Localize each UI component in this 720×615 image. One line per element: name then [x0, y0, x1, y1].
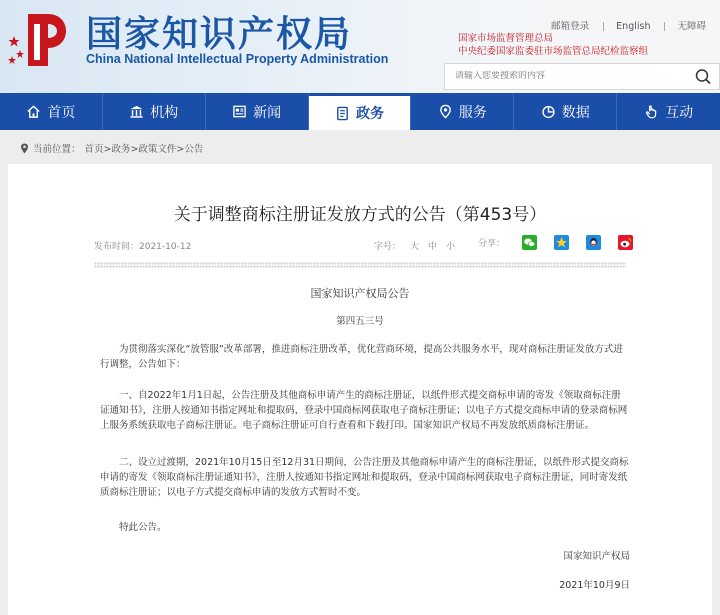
nav-item-news[interactable] [206, 93, 309, 130]
breadcrumb [20, 141, 203, 155]
weibo-icon[interactable] [618, 235, 633, 250]
english-link[interactable]: English [616, 21, 651, 32]
signature: 国家知识产权局 [563, 551, 630, 562]
nav-item-home[interactable] [0, 93, 103, 130]
location-pin-icon [20, 143, 29, 154]
org-line-1[interactable]: 国家市场监督管理总局 [458, 33, 554, 44]
nav-item-interaction[interactable] [617, 93, 720, 130]
share-bar [478, 235, 633, 250]
paragraph-item-2: 二、设立过渡期，2021年10月15日至12月31日期间，公告注册及其他商标申请产生的商标注册证，以纸件形式提交商标申请的寄发《领取商标注册证通知书》，注册人按通知书指定网址和提取码，登录中国商标网获取电子商标注册证，同时寄发纸质商标注册证；以电子方式提交商标申请的发放方式暂时不变。 [100, 457, 629, 498]
issuer-heading: 国家知识产权局公告 [310, 287, 410, 300]
building-icon [129, 104, 144, 119]
top-links [551, 18, 720, 32]
cnipa-logo-icon[interactable] [6, 8, 76, 74]
supervisor-org [458, 32, 648, 58]
nav-item-label: 数据 [561, 104, 590, 121]
pie-chart-icon [541, 104, 556, 119]
nav-item-data[interactable] [514, 93, 617, 130]
nav-item-service[interactable] [411, 93, 514, 130]
breadcrumb-path[interactable]: 首页>政务>政策文件>公告 [84, 144, 204, 155]
paragraph-item-1: 一、自2022年1月1日起，公告注册及其他商标申请产生的商标注册证，以纸件形式提交商标申请的寄发《领取商标注册证通知书》，注册人按通知书指定网址和提取码，登录中国商标网获取电子商标注册证；以电子方式提交商标申请的登录商标网上服务系统获取电子商标注册证。电子商标注册证可自行查看和下载打印。国家知识产权局不再发放纸质商标注册证。 [100, 390, 628, 431]
nav-item-label: 新闻 [253, 104, 282, 121]
nav-item-label: 首页 [47, 104, 76, 121]
site-header [0, 0, 720, 93]
publish-time: 发布时间：2021-10-12 [94, 242, 192, 252]
article-title: 关于调整商标注册证发放方式的公告（第453号） [173, 205, 547, 225]
search-input[interactable] [455, 71, 675, 81]
search-icon [687, 64, 719, 89]
divider [664, 22, 665, 31]
site-title-en[interactable]: China National Intellectual Property Administration [86, 52, 389, 66]
mail-login-link[interactable]: 邮箱登录 [551, 21, 590, 32]
font-size-control [374, 239, 464, 252]
nav-item-label: 政务 [356, 106, 384, 122]
document-icon [335, 106, 350, 121]
divider [603, 22, 604, 31]
hand-icon [644, 104, 659, 119]
qzone-star-icon[interactable] [554, 235, 569, 250]
accessibility-link[interactable]: 无障碍 [677, 21, 706, 32]
news-icon [232, 104, 247, 119]
nav-item-label: 机构 [150, 104, 179, 121]
announcement-number: 第四五三号 [336, 316, 384, 327]
sign-date: 2021年10月9日 [559, 580, 630, 591]
paragraph-closing: 特此公告。 [119, 522, 167, 533]
nav-item-institution[interactable] [103, 93, 206, 130]
main-nav [0, 93, 720, 130]
share-label: 分享： [478, 239, 506, 249]
font-size-label: 字号： [374, 242, 402, 252]
site-title-cn[interactable]: 国家知识产权局 [86, 13, 353, 55]
divider-dotted [94, 262, 626, 268]
article-panel [8, 164, 712, 615]
paragraph-intro: 为贯彻落实深化“放管服”改革部署，推进商标注册改革，优化营商环境，提高公共服务水平，现对商标注册证发放方式进行调整，公告如下： [100, 344, 623, 370]
font-size-medium[interactable]: 中 [428, 242, 438, 252]
breadcrumb-prefix: 当前位置： [33, 144, 81, 155]
wechat-icon[interactable] [522, 235, 537, 250]
nav-item-government-affairs[interactable] [309, 93, 412, 130]
org-line-2[interactable]: 中央纪委国家监委驻市场监管总局纪检监察组 [458, 46, 649, 57]
font-size-large[interactable]: 大 [410, 242, 420, 252]
home-icon [26, 104, 41, 119]
nav-item-label: 服务 [458, 104, 487, 121]
search-box [444, 63, 720, 90]
qq-icon[interactable] [586, 235, 601, 250]
search-button[interactable] [687, 64, 719, 89]
nav-item-label: 互动 [665, 104, 694, 121]
location-icon [438, 104, 453, 119]
font-size-small[interactable]: 小 [446, 242, 456, 252]
